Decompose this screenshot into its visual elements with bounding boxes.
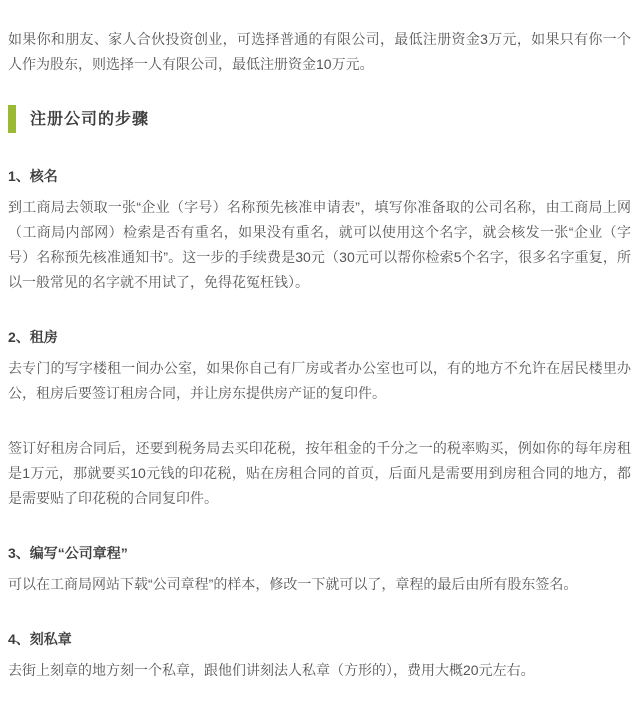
section-header-title: 注册公司的步骤 xyxy=(30,110,150,128)
step-section-3 xyxy=(8,541,631,597)
step-section-2 xyxy=(8,325,631,511)
step-section-4 xyxy=(8,627,631,683)
step-2-paragraph-2: 签订好租房合同后，还要到税务局去买印花税，按年租金的千分之一的税率购买，例如你的每年房租是1万元，那就要买10元钱的印花税，贴在房租合同的首页，后面凡是需要用到房租合同的地方，都是需要贴了印花税的合同复印件。 xyxy=(8,440,631,506)
step-4-paragraph: 去街上刻章的地方刻一个私章，跟他们讲刻法人私章（方形的），费用大概20元左右。 xyxy=(8,662,535,678)
step-1-paragraph: 到工商局去领取一张“企业（字号）名称预先核准申请表”，填写你准备取的公司名称，由工商局上网（工商局内部网）检索是否有重名，如果没有重名，就可以使用这个名字，就会核发一张“企业（字号）名称预先核准通知书”。这一步的手续费是30元（30元可以帮你检索5个名字，很多名字重复，所以一般常见的名字就不用试了，免得花冤枉钱）。 xyxy=(8,199,631,290)
step-1-title: 1、核名 xyxy=(8,168,58,184)
step-2-paragraph-1: 去专门的写字楼租一间办公室，如果你自己有厂房或者办公室也可以，有的地方不允许在居民楼里办公，租房后要签订租房合同，并让房东提供房产证的复印件。 xyxy=(8,360,631,401)
section-header xyxy=(8,104,631,134)
step-4-title: 4、刻私章 xyxy=(8,631,72,647)
step-3-paragraph: 可以在工商局网站下载“公司章程”的样本，修改一下就可以了，章程的最后由所有股东签名。 xyxy=(8,576,578,592)
step-2-title: 2、租房 xyxy=(8,329,58,345)
green-bar-icon xyxy=(8,105,16,133)
intro-paragraph: 如果你和朋友、家人合伙投资创业，可选择普通的有限公司，最低注册资金3万元，如果只有你一个人作为股东，则选择一人有限公司，最低注册资金10万元。 xyxy=(8,31,631,72)
step-section-1 xyxy=(8,164,631,295)
step-3-title: 3、编写“公司章程” xyxy=(8,545,128,561)
